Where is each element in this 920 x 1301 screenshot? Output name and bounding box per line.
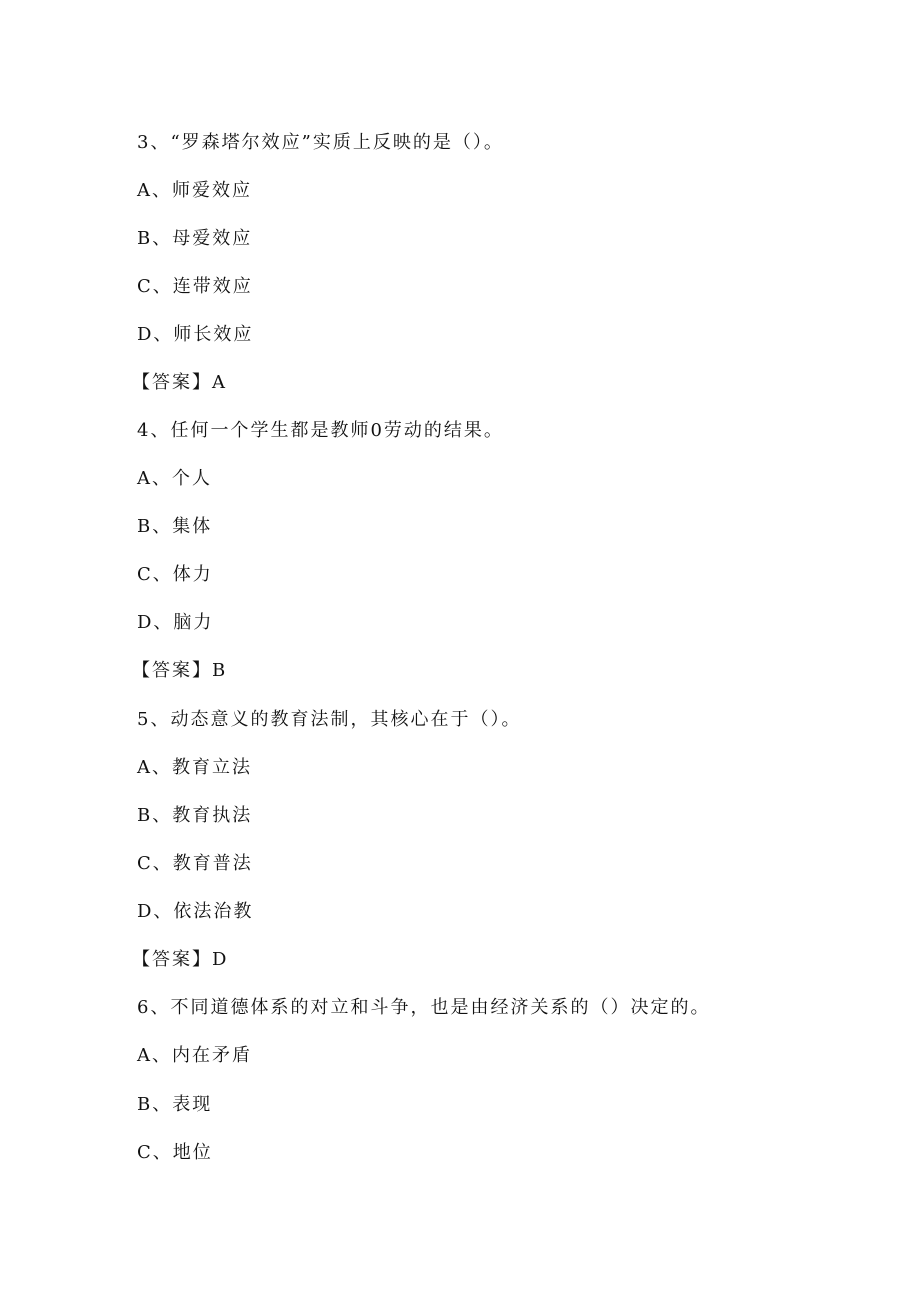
question-4-option-d: D、脑力 xyxy=(137,612,214,633)
question-5-option-b: B、教育执法 xyxy=(137,805,253,826)
question-3-option-d: D、师长效应 xyxy=(137,324,254,345)
question-5-option-c: C、教育普法 xyxy=(137,853,253,874)
question-4-answer: 【答案】B xyxy=(132,660,228,681)
question-3-stem: 3、“罗森塔尔效应”实质上反映的是（）。 xyxy=(137,132,504,153)
question-3-option-b: B、母爱效应 xyxy=(137,228,253,249)
question-4-option-c: C、体力 xyxy=(137,564,213,585)
question-4-option-a: A、个人 xyxy=(137,468,212,489)
question-5-answer: 【答案】D xyxy=(132,949,229,970)
question-6-option-a: A、内在矛盾 xyxy=(137,1045,252,1066)
question-6-option-c: C、地位 xyxy=(137,1142,213,1163)
question-5-option-d: D、依法治教 xyxy=(137,901,254,922)
question-3-option-c: C、连带效应 xyxy=(137,276,253,297)
question-5-stem: 5、动态意义的教育法制，其核心在于（）。 xyxy=(137,709,522,730)
question-3-option-a: A、师爱效应 xyxy=(137,180,252,201)
question-5-option-a: A、教育立法 xyxy=(137,757,252,778)
question-3-answer: 【答案】A xyxy=(132,372,227,393)
question-4-option-b: B、集体 xyxy=(137,516,213,537)
question-6-stem: 6、不同道德体系的对立和斗争，也是由经济关系的（）决定的。 xyxy=(137,997,711,1018)
question-4-stem: 4、任何一个学生都是教师0劳动的结果。 xyxy=(137,420,504,441)
question-6-option-b: B、表现 xyxy=(137,1094,213,1115)
